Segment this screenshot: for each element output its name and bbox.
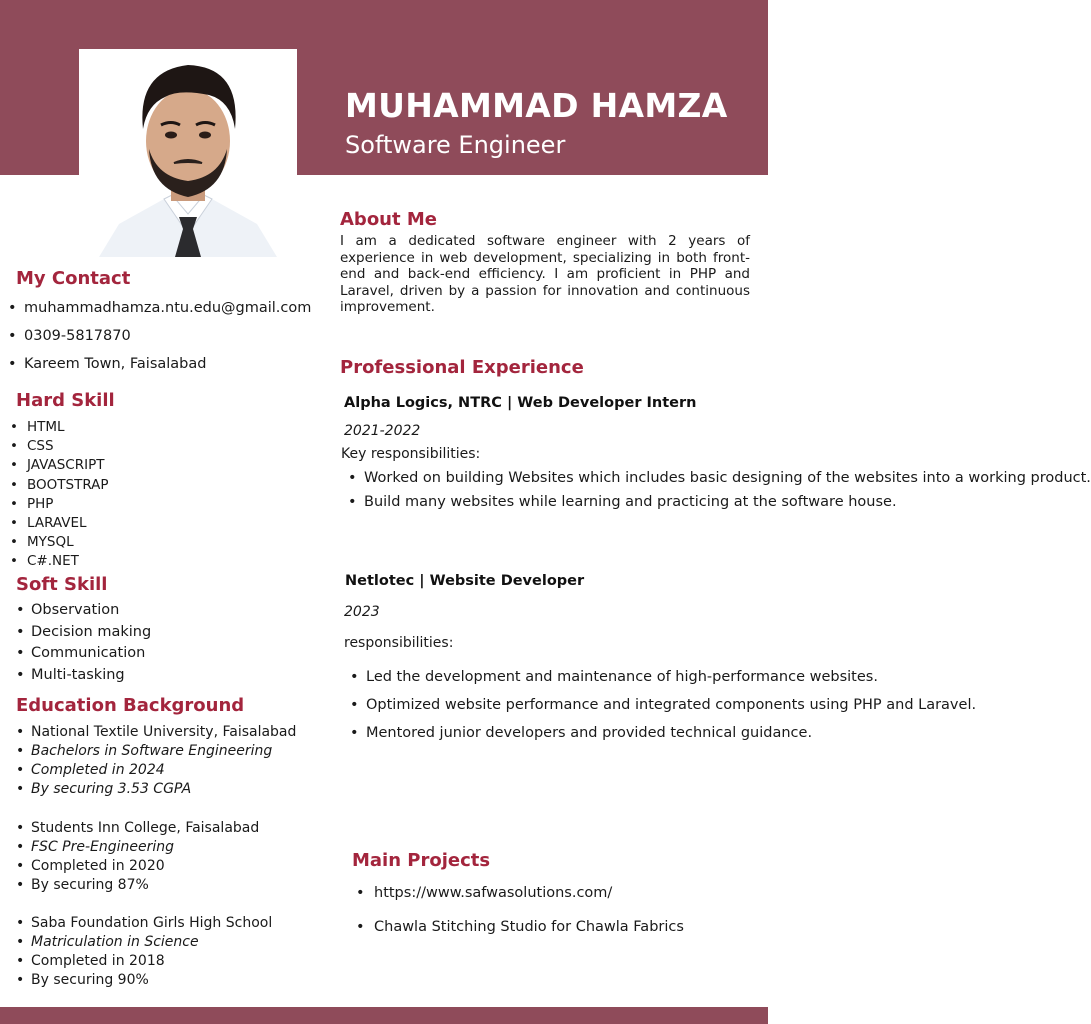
- education-year: • Completed in 2024: [16, 761, 296, 780]
- education-entry: [16, 914, 272, 990]
- contact-address: • Kareem Town, Faisalabad: [8, 354, 311, 382]
- duty-list: [348, 466, 1091, 514]
- list-item: • MYSQL: [10, 533, 109, 552]
- list-item: • Build many websites while learning and practicing at the software house.: [348, 490, 748, 514]
- contact-title: My Contact: [16, 268, 131, 289]
- soft-skill-list: [16, 600, 151, 686]
- list-item: • C#.NET: [10, 552, 109, 571]
- list-item: • Chawla Stitching Studio for Chawla Fabrics: [356, 916, 684, 950]
- list-item: • JAVASCRIPT: [10, 456, 109, 475]
- education-grade: • By securing 90%: [16, 971, 272, 990]
- education-year: • Completed in 2020: [16, 857, 259, 876]
- list-item: • Observation: [16, 600, 151, 622]
- list-item: • BOOTSTRAP: [10, 476, 109, 495]
- job-title: Netlotec | Website Developer: [345, 573, 585, 589]
- projects-title: Main Projects: [352, 850, 491, 871]
- responsibilities-label: responsibilities:: [344, 635, 454, 651]
- education-entry: [16, 723, 296, 799]
- education-degree: • Bachelors in Software Engineering: [16, 742, 296, 761]
- hard-skill-title: Hard Skill: [16, 390, 115, 411]
- list-item: • LARAVEL: [10, 514, 109, 533]
- portrait-illustration: [79, 49, 297, 257]
- footer-band: [0, 1007, 768, 1024]
- duty-list: [350, 664, 977, 748]
- hard-skill-list: [10, 418, 109, 572]
- job-years: 2023: [344, 604, 380, 620]
- list-item: • Multi-tasking: [16, 665, 151, 687]
- about-text: I am a dedicated software engineer with 2 years of experience in web development, specializing in both front-end and back-end efficiency. I am proficient in PHP and Laravel, driven by a passion for innovation and continuous improvement.: [340, 233, 750, 315]
- education-grade: • By securing 87%: [16, 876, 259, 895]
- list-item: • Worked on building Websites which includes basic designing of the websites into a working product.: [348, 466, 748, 490]
- job-title: Alpha Logics, NTRC | Web Developer Intern: [344, 395, 697, 411]
- education-title: Education Background: [16, 695, 245, 716]
- experience-title: Professional Experience: [340, 357, 584, 378]
- contact-list: [8, 298, 311, 382]
- soft-skill-title: Soft Skill: [16, 574, 108, 595]
- list-item: • Decision making: [16, 622, 151, 644]
- list-item: • Optimized website performance and integrated components using PHP and Laravel.: [350, 692, 750, 718]
- responsibilities-label: Key responsibilities:: [341, 446, 481, 462]
- education-school: • Students Inn College, Faisalabad: [16, 819, 259, 838]
- list-item: • HTML: [10, 418, 109, 437]
- education-grade: • By securing 3.53 CGPA: [16, 780, 296, 799]
- project-list: [356, 882, 684, 950]
- list-item: • CSS: [10, 437, 109, 456]
- education-year: • Completed in 2018: [16, 952, 272, 971]
- profile-photo: [79, 49, 297, 257]
- job-role: Software Engineer: [345, 131, 566, 159]
- list-item: • Led the development and maintenance of high-performance websites.: [350, 664, 750, 690]
- job-years: 2021-2022: [344, 423, 421, 439]
- education-entry: [16, 819, 259, 895]
- education-degree: • FSC Pre-Engineering: [16, 838, 259, 857]
- contact-phone[interactable]: • 0309-5817870: [8, 326, 311, 354]
- contact-email[interactable]: • muhammadhamza.ntu.edu@gmail.com: [8, 298, 311, 326]
- about-title: About Me: [340, 209, 437, 230]
- education-school: • National Textile University, Faisalabad: [16, 723, 296, 742]
- list-item: • Communication: [16, 643, 151, 665]
- education-degree: • Matriculation in Science: [16, 933, 272, 952]
- education-school: • Saba Foundation Girls High School: [16, 914, 272, 933]
- list-item: • Mentored junior developers and provided technical guidance.: [350, 720, 750, 746]
- person-name: MUHAMMAD HAMZA: [345, 86, 728, 125]
- project-link[interactable]: • https://www.safwasolutions.com/: [356, 882, 684, 916]
- list-item: • PHP: [10, 495, 109, 514]
